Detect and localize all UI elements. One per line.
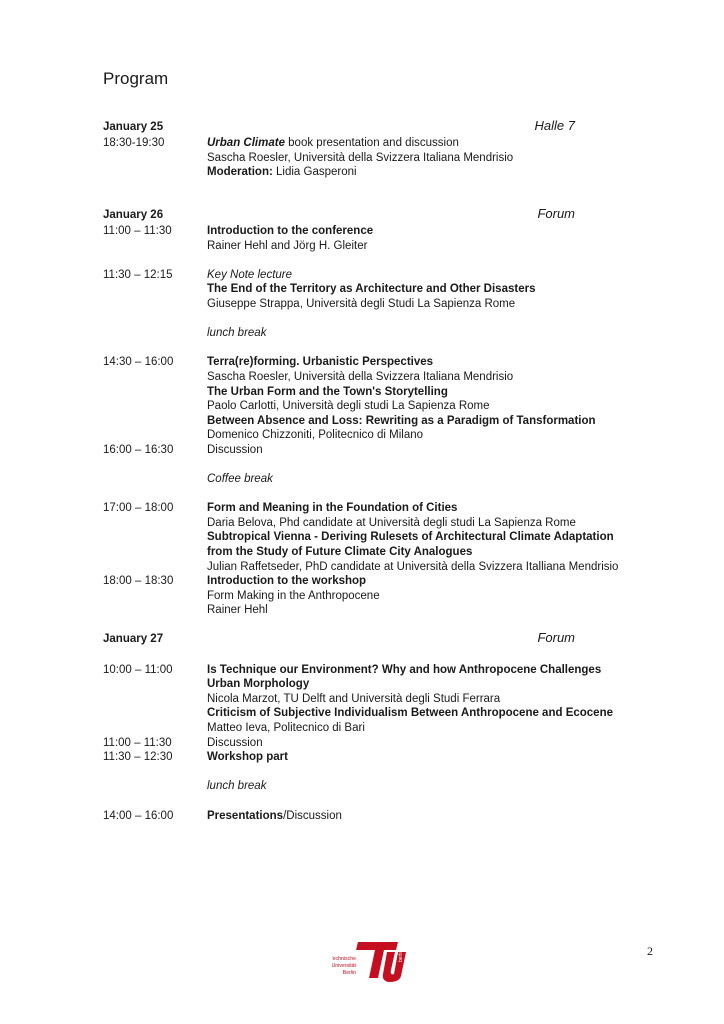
- session-text: Rainer Hehl: [207, 604, 268, 617]
- session-row: [103, 136, 575, 180]
- session-content: [207, 750, 575, 794]
- session-row: [103, 663, 613, 736]
- session-time: 14:00 – 16:00: [103, 809, 174, 822]
- session-line: [207, 736, 575, 751]
- session-note: lunch break: [207, 327, 267, 340]
- spacer: [103, 341, 575, 356]
- session-title: Between Absence and Loss: Rewriting as a Paradigm of Tansformation: [207, 414, 596, 427]
- logo-text-line: Berlin: [342, 970, 356, 976]
- session-line: [207, 224, 575, 239]
- session-row: [103, 574, 575, 618]
- session-line: [207, 779, 575, 794]
- session-text: Nicola Marzot, TU Delft and Università degli Studi Ferrara: [207, 692, 501, 705]
- session-line: [207, 326, 575, 341]
- session-time: 11:30 – 12:30: [103, 751, 173, 764]
- session-content: [207, 574, 575, 618]
- session-time: 18:30-19:30: [103, 137, 165, 149]
- session-title: The Urban Form and the Town's Storytelling: [207, 385, 448, 398]
- session-note: Coffee break: [207, 473, 273, 486]
- session-content: [207, 809, 575, 824]
- logo-text-line: Universität: [332, 963, 356, 969]
- session-time: 11:00 – 11:30: [103, 225, 172, 237]
- session-line: [207, 165, 575, 180]
- day-date: January 25: [103, 121, 164, 133]
- day-venue: Forum: [537, 630, 575, 645]
- session-content: [207, 268, 575, 341]
- session-title: Urban Climate: [207, 137, 285, 149]
- session-line: [207, 663, 602, 678]
- session-line: [207, 750, 575, 765]
- session-line: [207, 355, 575, 370]
- session-time: 18:00 – 18:30: [103, 575, 174, 588]
- session-line: [207, 239, 575, 254]
- session-title: Urban Morphology: [207, 678, 310, 691]
- session-line: [207, 677, 575, 692]
- session-line: [207, 516, 575, 531]
- session-text: Rainer Hehl and Jörg H. Gleiter: [207, 239, 368, 252]
- session-text: Sascha Roesler, Università della Svizzera Italiana Mendrisio: [207, 151, 514, 164]
- session-text: book presentation and discussion: [284, 137, 459, 149]
- session-text: Matteo Ieva, Politecnico di Bari: [207, 721, 365, 734]
- session-line: [207, 545, 575, 560]
- spacer: [103, 487, 575, 502]
- session-time: 10:00 – 11:00: [103, 663, 173, 676]
- session-line: [207, 809, 575, 824]
- session-content: [207, 355, 596, 443]
- session-title: Moderation:: [207, 166, 273, 179]
- day-header: [103, 630, 575, 648]
- session-text: Form Making in the Anthropocene: [207, 589, 380, 602]
- session-note: Key Note lecture: [207, 268, 293, 281]
- day-venue: Halle 7: [534, 118, 575, 133]
- page-title: Program: [103, 69, 169, 88]
- session-title: Presentations: [207, 809, 284, 822]
- session-text: Discussion: [207, 736, 263, 749]
- day-header: [103, 118, 575, 136]
- session-line: [207, 501, 575, 516]
- session-row: [103, 809, 575, 824]
- logo-berlin-vertical: berlin: [398, 949, 404, 962]
- session-line: [207, 385, 575, 400]
- session-content: [207, 736, 575, 751]
- spacer: [103, 648, 575, 663]
- session-content: [207, 136, 575, 180]
- session-time: 11:00 – 11:30: [103, 736, 172, 749]
- session-text: Lidia Gasperoni: [272, 166, 357, 179]
- session-line: [207, 589, 575, 604]
- day-date: January 26: [103, 209, 164, 221]
- spacer: [207, 458, 575, 473]
- session-time: 16:00 – 16:30: [103, 443, 174, 456]
- session-time: 14:30 – 16:00: [103, 356, 174, 369]
- tu-berlin-logo-mark: [332, 938, 408, 984]
- session-title: Workshop part: [207, 751, 288, 764]
- session-line: [207, 268, 575, 283]
- spacer: [207, 312, 575, 327]
- session-text: Paolo Carlotti, Università degli studi La Sapienza Rome: [207, 400, 490, 413]
- session-title: Introduction to the conference: [207, 225, 374, 237]
- spacer: [103, 253, 575, 268]
- session-line: [207, 399, 575, 414]
- session-content: [207, 663, 613, 736]
- session-text: Julian Raffetseder, PhD candidate at Università della Svizzera Italliana Mendrisio: [207, 560, 619, 573]
- session-row: [103, 501, 619, 574]
- session-content: [207, 501, 619, 574]
- session-title: Criticism of Subjective Individualism Between Anthropocene and Ecocene: [207, 707, 613, 720]
- session-title: Terra(re)forming. Urbanistic Perspectives: [207, 356, 434, 369]
- session-line: [207, 151, 575, 166]
- session-line: [207, 370, 575, 385]
- session-title: Introduction to the workshop: [207, 575, 367, 588]
- session-line: [207, 428, 575, 443]
- session-text: Discussion: [207, 443, 263, 456]
- program-day: [103, 118, 575, 180]
- session-line: [207, 297, 575, 312]
- program-day: [103, 630, 613, 823]
- session-text: Daria Belova, Phd candidate at Università degli studi La Sapienza Rome: [207, 516, 576, 529]
- session-title: Form and Meaning in the Foundation of Cities: [207, 502, 458, 515]
- day-venue: Forum: [537, 206, 575, 221]
- session-title: from the Study of Future Climate City Analogues: [207, 546, 473, 559]
- session-row: [103, 268, 575, 341]
- session-line: [207, 282, 575, 297]
- day-date: January 27: [103, 633, 164, 645]
- session-time: 17:00 – 18:00: [103, 502, 174, 515]
- session-line: [207, 721, 575, 736]
- session-line: [207, 574, 575, 589]
- spacer: [103, 794, 575, 809]
- session-line: [207, 472, 575, 487]
- session-text: /Discussion: [283, 809, 342, 822]
- session-content: [207, 224, 575, 253]
- program-day: [103, 206, 619, 618]
- session-text: Domenico Chizzoniti, Politecnico di Milano: [207, 429, 424, 442]
- session-line: [207, 603, 575, 618]
- session-title: Is Technique our Environment? Why and how Anthropocene Challenges: [207, 663, 602, 676]
- session-text: Sascha Roesler, Università della Svizzera Italiana Mendrisio: [207, 370, 514, 383]
- session-row: [103, 443, 575, 487]
- page-number: 2: [647, 944, 653, 958]
- spacer: [207, 765, 575, 780]
- logo-text-line: Technische: [332, 956, 356, 962]
- session-title: Subtropical Vienna - Deriving Rulesets of Architectural Climate Adaptation: [207, 531, 614, 544]
- session-line: [207, 706, 613, 721]
- session-row: [103, 750, 575, 794]
- session-time: 11:30 – 12:15: [103, 268, 173, 281]
- session-line: [207, 692, 575, 707]
- tu-berlin-logo: [332, 938, 408, 984]
- session-note: lunch break: [207, 780, 267, 793]
- session-line: [207, 560, 619, 575]
- session-line: [207, 443, 575, 458]
- session-line: [207, 414, 596, 429]
- day-header: [103, 206, 575, 224]
- session-title: The End of the Territory as Architecture and Other Disasters: [207, 283, 536, 296]
- session-row: [103, 224, 575, 253]
- session-content: [207, 443, 575, 487]
- session-line: [207, 530, 614, 545]
- session-row: [103, 736, 575, 751]
- session-text: Giuseppe Strappa, Università degli Studi La Sapienza Rome: [207, 297, 516, 310]
- session-line: [207, 136, 575, 151]
- session-row: [103, 355, 596, 443]
